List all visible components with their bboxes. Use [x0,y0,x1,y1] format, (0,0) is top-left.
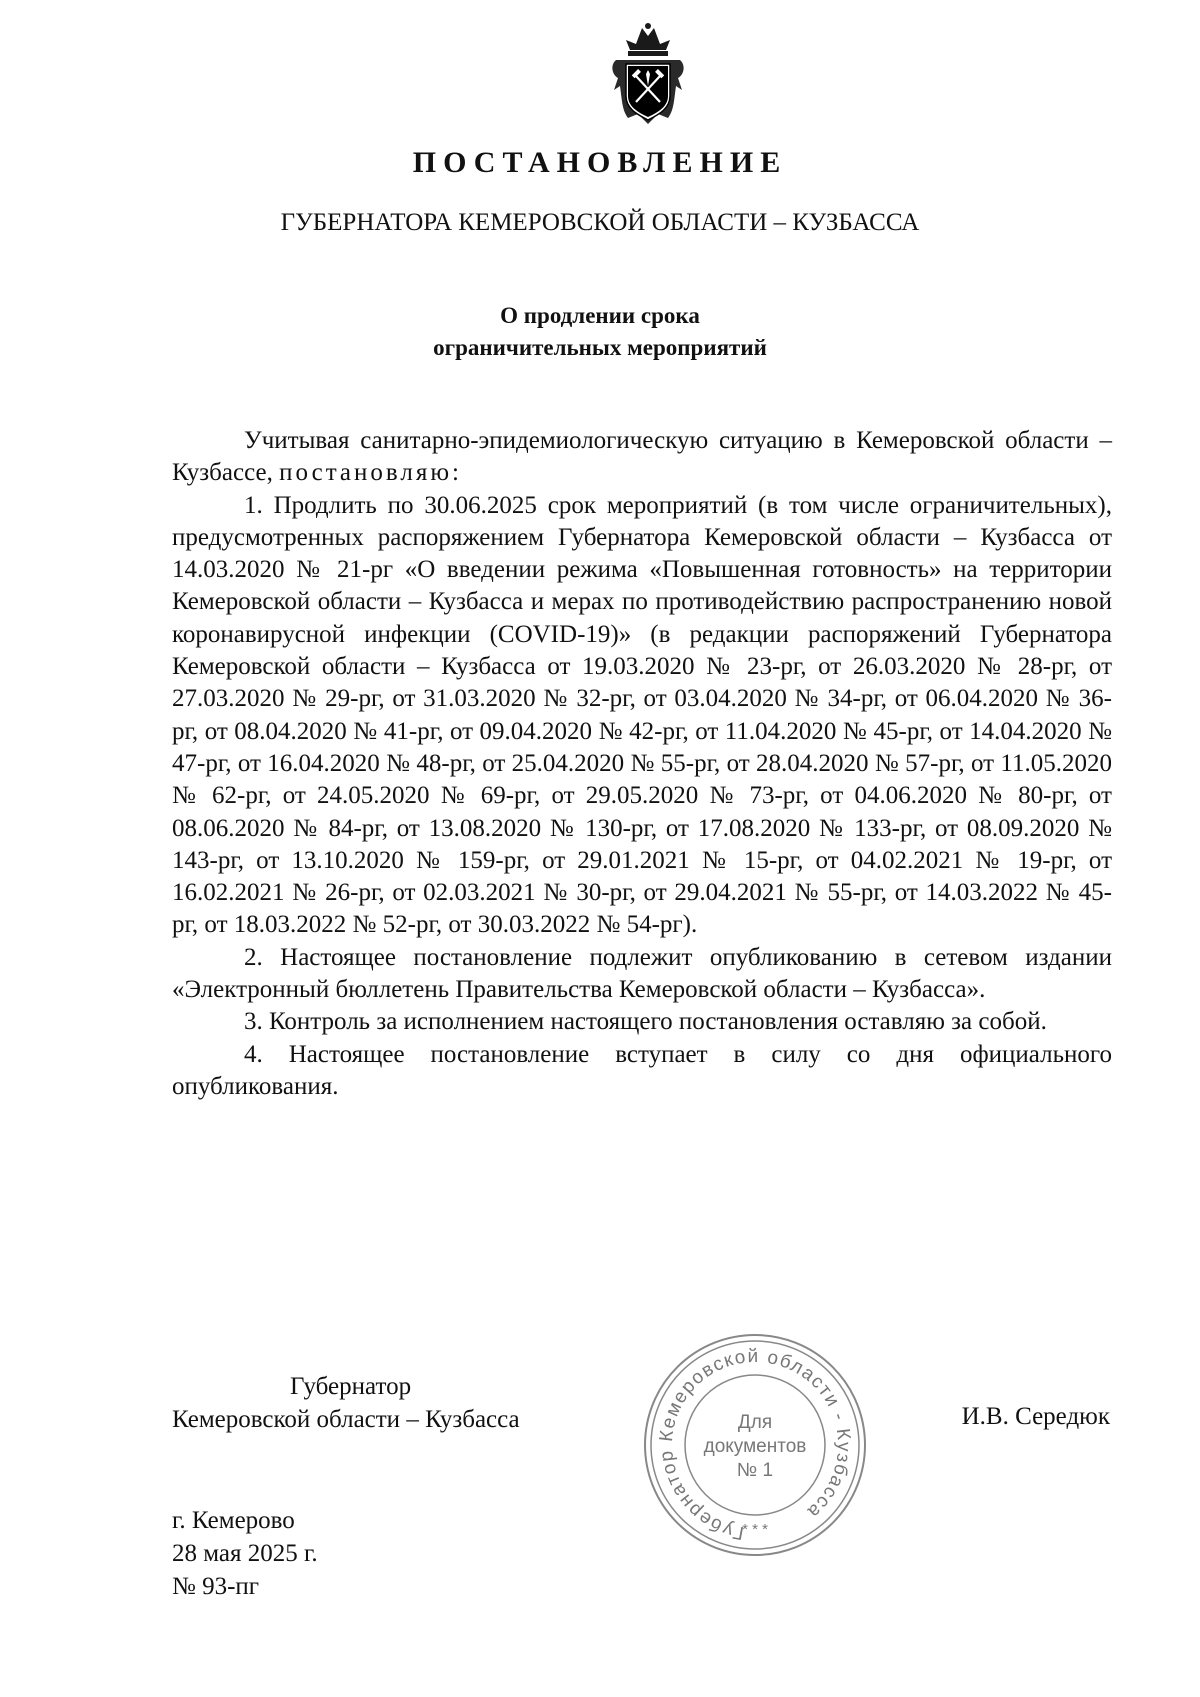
document-number: № 93-пг [172,1573,260,1600]
seal-center-line-1: Для [737,1412,773,1433]
resolve-word: постановляю: [279,459,462,487]
coat-of-arms-icon [608,20,688,130]
date-of-issue: 28 мая 2025 г. [172,1540,318,1567]
place-of-issue: г. Кемерово [172,1507,295,1534]
official-seal-stamp [640,1330,870,1560]
seal-center-line-2: документов [703,1436,807,1457]
seal-ring-text: Губернатор Кемеровской области - Кузбасса [655,1345,855,1544]
issuing-authority: ГУБЕРНАТОРА КЕМЕРОВСКОЙ ОБЛАСТИ – КУЗБАССА [280,209,920,236]
document-body [172,425,1112,1103]
seal-stars: * * * [742,1521,768,1538]
subject-line-2: ограничительных мероприятий [433,335,767,360]
document-subject [0,300,1200,364]
signatory-position [172,1370,520,1436]
signatory-title: Губернатор [290,1373,412,1400]
clause-4: 4. Настоящее постановление вступает в силу со дня официального опубликования. [172,1040,1112,1100]
clause-3: 3. Контроль за исполнением настоящего постановления оставляю за собой. [244,1008,1047,1036]
document-requisites [172,1504,318,1603]
preamble-paragraph [172,425,1112,490]
document-type-heading: ПОСТАНОВЛЕНИЕ [412,146,788,179]
subject-line-1: О продлении срока [500,303,700,328]
clause-2: 2. Настоящее постановление подлежит опубликованию в сетевом издании «Электронный бюллетень Правительства Кемеровской области – Кузбасса». [172,943,1112,1004]
signatory-region: Кемеровской области – Кузбасса [172,1406,520,1433]
signatory-name: И.В. Середюк [961,1403,1110,1430]
clause-1: 1. Продлить по 30.06.2025 срок мероприятий (в том числе ограничительных), предусмотренных распоряжением Губернатора Кемеровской области – Кузбасса от 14.03.2020 № 21-рг «О введении режима «Повышенная готовность» на территории Кемеровской области – Кузбасса и мерах по противодействию распространению новой коронавирусной инфекции (COVID-19)» (в редакции распоряжений Губернатора Кемеровской области – Кузбасса от 19.03.2020 № 23-рг, от 26.03.2020 № 28-рг, от 27.03.2020 № 29-рг, от 31.03.2020 № 32-рг, от 03.04.2020 № 34-рг, от 06.04.2020 № 36-рг, от 08.04.2020 № 41-рг, от 09.04.2020 № 42-рг, от 11.04.2020 № 45-рг, от 14.04.2020 № 47-рг, от 16.04.2020 № 48-рг, от 25.04.2020 № 55-рг, от 28.04.2020 № 57-рг, от 11.05.2020 № 62-рг, от 24.05.2020 № 69-рг, от 29.05.2020 № 73-рг, от 04.06.2020 № 80-рг, от 08.06.2020 № 84-рг, от 13.08.2020 № 130-рг, от 17.08.2020 № 133-рг, от 08.09.2020 № 143-рг, от 13.10.2020 № 159-рг, от 29.01.2021 № 15-рг, от 04.02.2021 № 19-рг, от 16.02.2021 № 26-рг, от 02.03.2021 № 30-рг, от 29.04.2021 № 55-рг, от 14.03.2022 № 45-рг, от 18.03.2022 № 52-рг, от 30.03.2022 № 54-рг). [172,491,1112,939]
seal-center-line-3: № 1 [736,1460,774,1481]
preamble-text: Учитывая санитарно-эпидемиологическую ситуацию в Кемеровской области – Кузбассе, [172,427,1112,487]
